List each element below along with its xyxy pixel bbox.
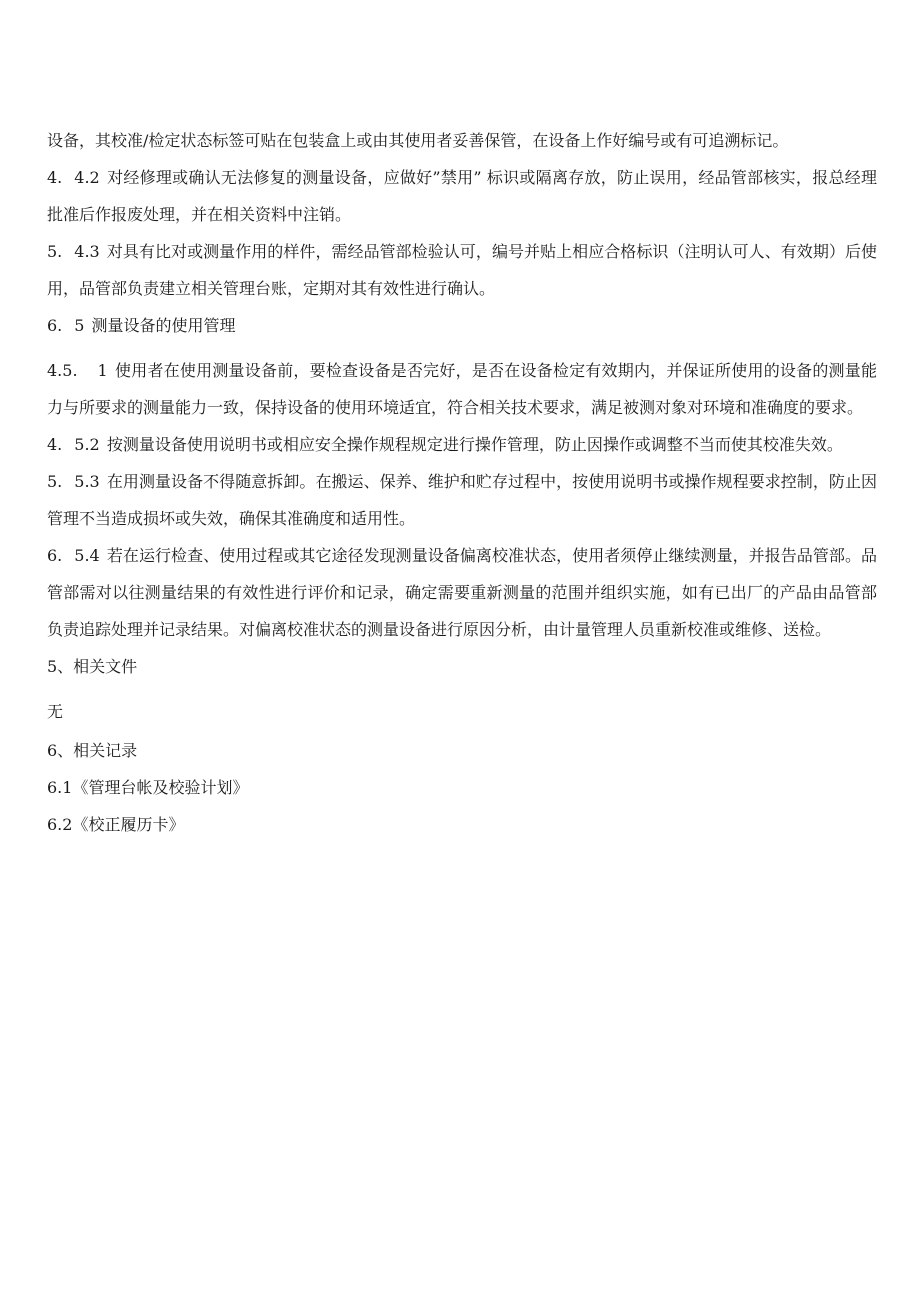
record-text: 6.1《管理台帐及校验计划》 — [47, 778, 249, 797]
document-body — [47, 122, 877, 843]
paragraph-4-2 — [47, 159, 877, 233]
section-heading-text: 6、相关记录 — [47, 741, 138, 760]
paragraph-text: 对经修理或确认无法修复的测量设备，应做好”禁用” 标识或隔离存放，防止误用，经品管部核实，报总经理批准后作报废处理，并在相关资料中注销。 — [47, 168, 877, 224]
paragraph-5-2 — [47, 426, 877, 463]
paragraph-text: 对具有比对或测量作用的样件，需经品管部检验认可，编号并贴上相应合格标识（注明认可人、有效期）后使用，品管部负责建立相关管理台账，定期对其有效性进行确认。 — [47, 242, 877, 298]
record-text: 6.2《校正履历卡》 — [47, 815, 185, 834]
clause-number: 1 — [97, 361, 108, 380]
paragraph-none — [47, 693, 877, 730]
section-heading-related-records — [47, 732, 877, 769]
clause-number: 4.3 — [74, 242, 100, 261]
paragraph-5-4 — [47, 537, 877, 648]
paragraph-text: 无 — [47, 702, 64, 721]
list-number: 6. — [47, 546, 63, 565]
list-number: 4.5. — [47, 361, 78, 380]
clause-number: 5.2 — [74, 435, 100, 454]
clause-number: 5 — [74, 316, 85, 335]
list-number: 5. — [47, 242, 63, 261]
paragraph-equipment-label — [47, 122, 877, 159]
paragraph-text: 在用测量设备不得随意拆卸。在搬运、保养、维护和贮存过程中，按使用说明书或操作规程要求控制，防止因管理不当造成损坏或失效，确保其准确度和适用性。 — [47, 472, 877, 528]
list-number: 4. — [47, 168, 63, 187]
record-item-6-2 — [47, 806, 877, 843]
list-number: 5. — [47, 472, 63, 491]
clause-number: 4.2 — [74, 168, 100, 187]
section-heading-text: 测量设备的使用管理 — [91, 316, 236, 335]
list-number: 4. — [47, 435, 63, 454]
paragraph-4-3 — [47, 233, 877, 307]
paragraph-4-5-1 — [47, 352, 877, 426]
section-heading-text: 5、相关文件 — [47, 657, 138, 676]
paragraph-5-3 — [47, 463, 877, 537]
paragraph-text: 设备，其校准/检定状态标签可贴在包装盒上或由其使用者妥善保管，在设备上作好编号或有可追溯标记。 — [47, 131, 789, 150]
paragraph-text: 按测量设备使用说明书或相应安全操作规程规定进行操作管理，防止因操作或调整不当而使其校准失效。 — [106, 435, 843, 454]
clause-number: 5.4 — [74, 546, 100, 565]
paragraph-text: 使用者在使用测量设备前，要检查设备是否完好，是否在设备检定有效期内，并保证所使用的设备的测量能力与所要求的测量能力一致，保持设备的使用环境适宜，符合相关技术要求，满足被测对象对环境和准确度的要求。 — [47, 361, 877, 417]
section-heading-5 — [47, 307, 877, 344]
section-heading-related-documents — [47, 648, 877, 685]
paragraph-text: 若在运行检查、使用过程或其它途径发现测量设备偏离校准状态，使用者须停止继续测量，并报告品管部。品管部需对以往测量结果的有效性进行评价和记录，确定需要重新测量的范围并组织实施，如有已出厂的产品由品管部负责追踪处理并记录结果。对偏离校准状态的测量设备进行原因分析，由计量管理人员重新校准或维修、送检。 — [47, 546, 877, 639]
record-item-6-1 — [47, 769, 877, 806]
clause-number: 5.3 — [74, 472, 100, 491]
list-number: 6. — [47, 316, 63, 335]
